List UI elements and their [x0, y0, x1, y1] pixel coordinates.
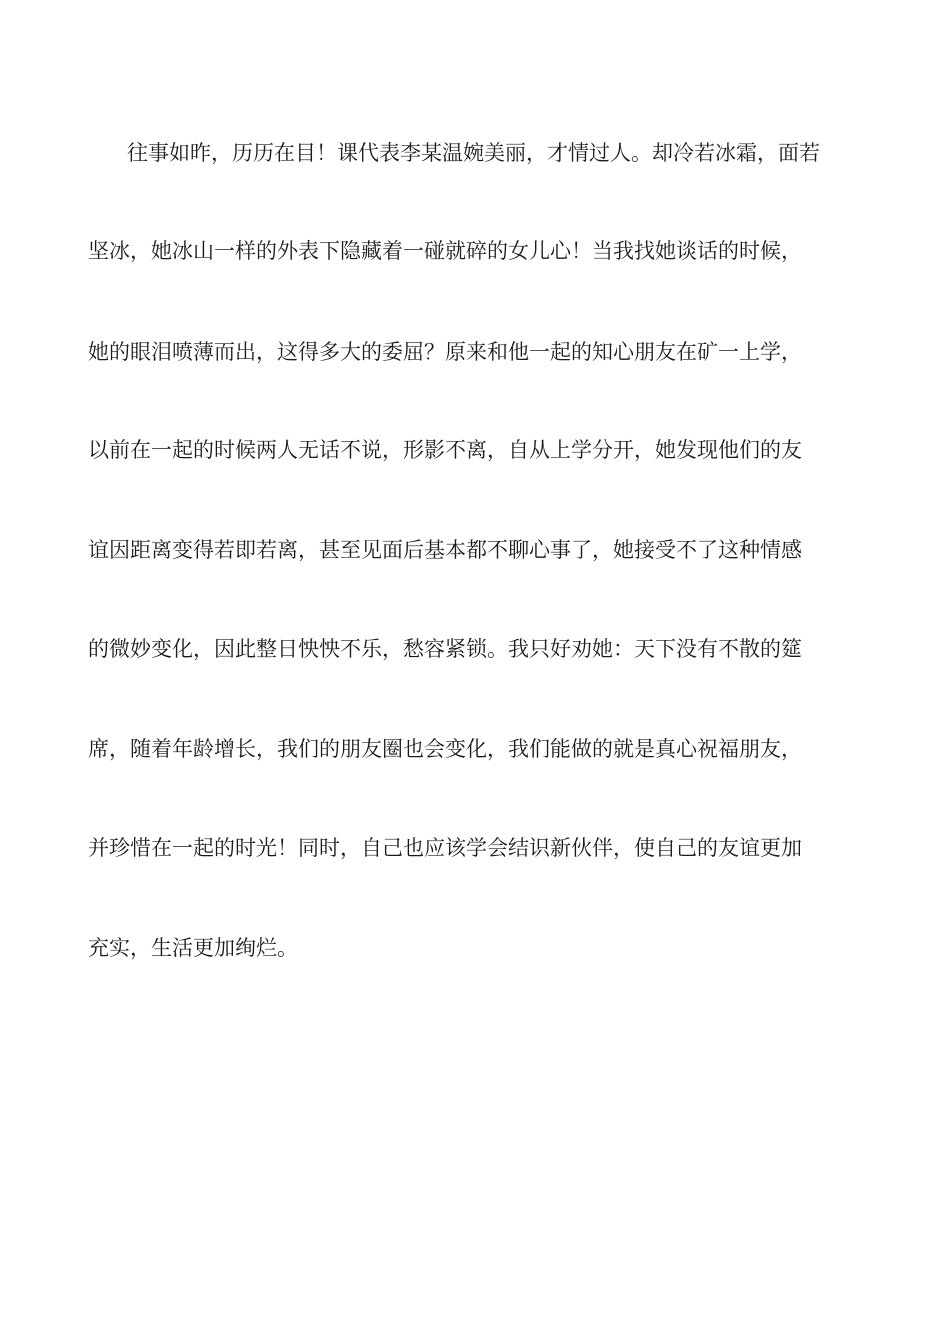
paragraph-line-6: 的微妙变化，因此整日怏怏不乐，愁容紧锁。我只好劝她：天下没有不散的筵: [88, 637, 802, 661]
paragraph-line-3: 她的眼泪喷薄而出，这得多大的委屈？原来和他一起的知心朋友在矿一上学，: [88, 340, 802, 364]
paragraph-line-8: 并珍惜在一起的时光！同时，自己也应该学会结识新伙伴，使自己的友谊更加: [88, 836, 802, 860]
paragraph-line-4: 以前在一起的时候两人无话不说，形影不离，自从上学分开，她发现他们的友: [88, 438, 802, 462]
paragraph-line-5: 谊因距离变得若即若离，甚至见面后基本都不聊心事了，她接受不了这种情感: [88, 538, 802, 562]
paragraph-line-2: 坚冰，她冰山一样的外表下隐藏着一碰就碎的女儿心！当我找她谈话的时候，: [88, 239, 802, 263]
paragraph-line-1: 往事如昨，历历在目！课代表李某温婉美丽，才情过人。却冷若冰霜，面若: [127, 141, 820, 165]
paragraph-line-9: 充实，生活更加绚烂。: [88, 936, 298, 960]
paragraph-line-7: 席，随着年龄增长，我们的朋友圈也会变化，我们能做的就是真心祝福朋友，: [88, 737, 802, 761]
